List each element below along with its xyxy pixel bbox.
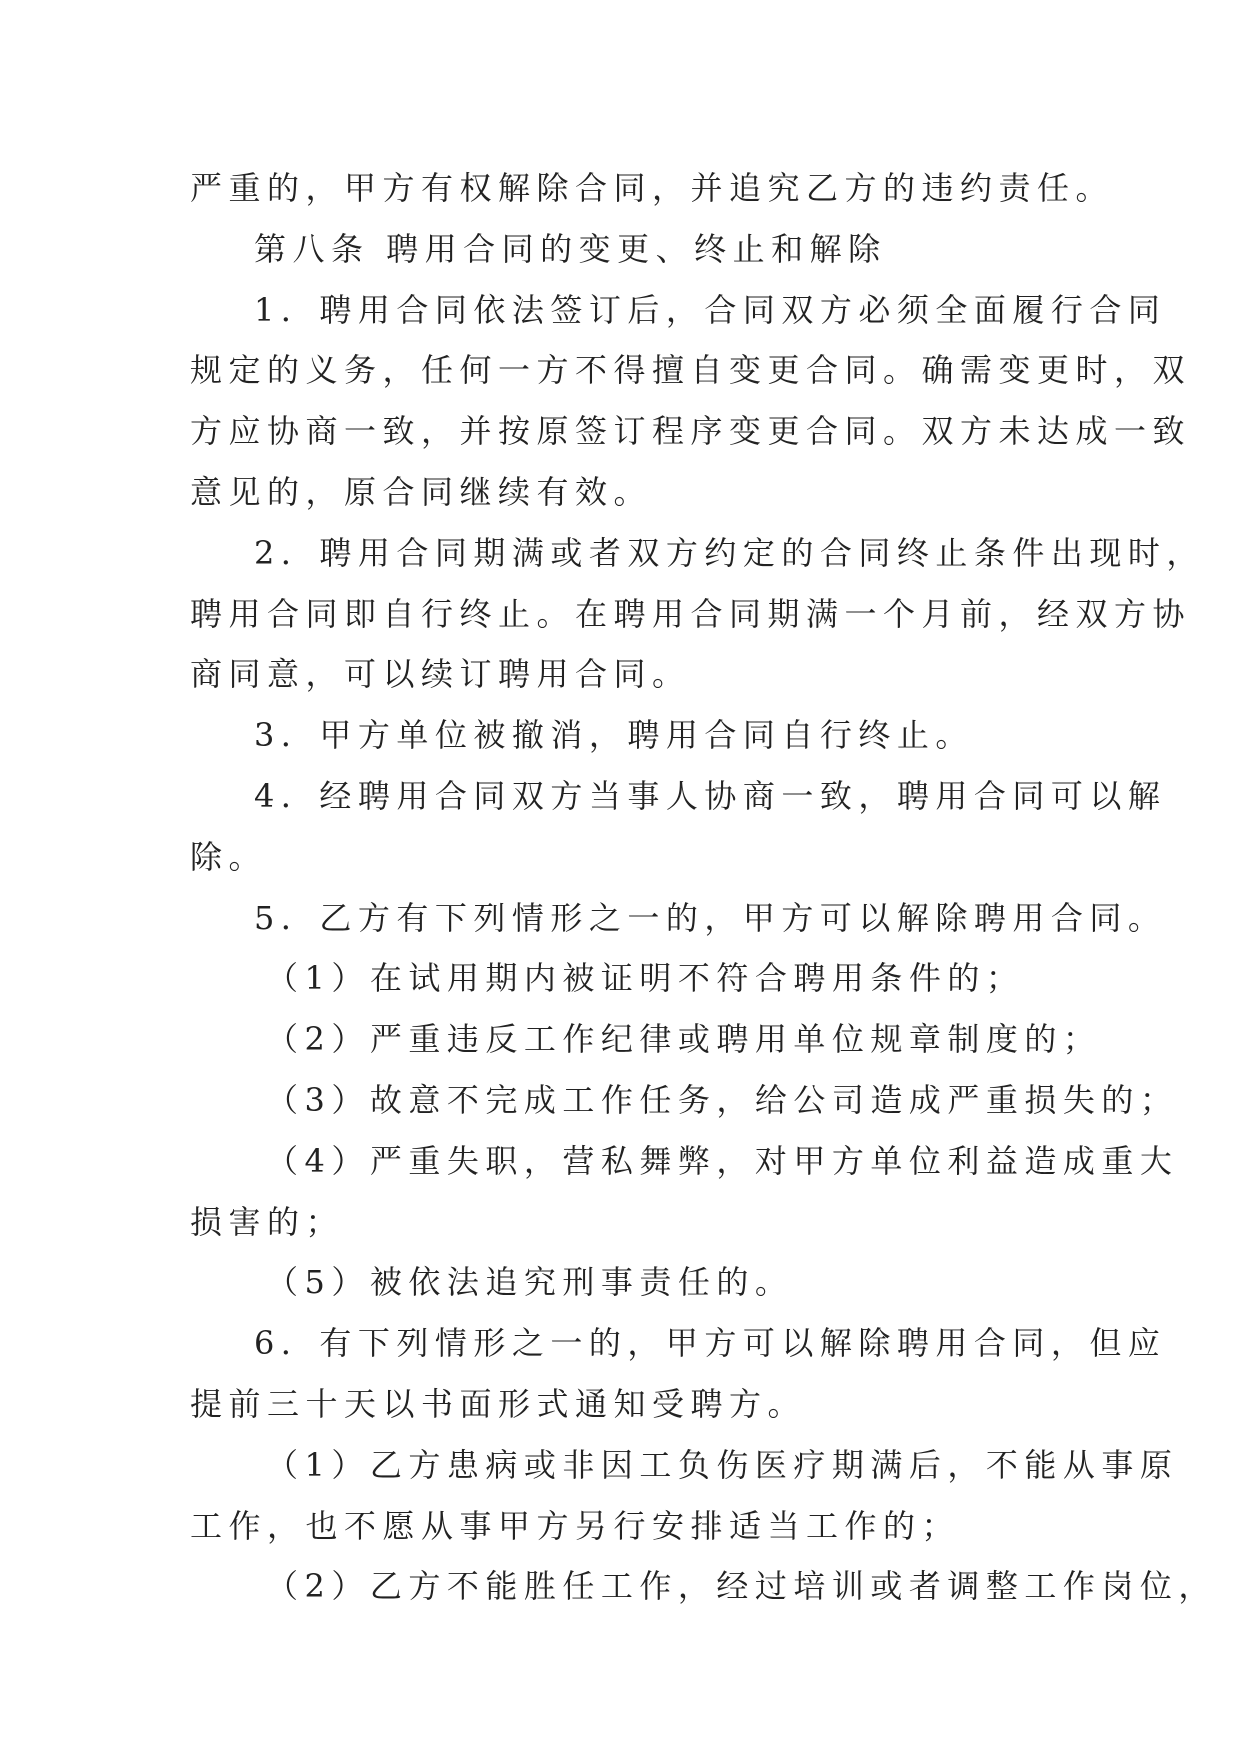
text-line: 规定的义务，任何一方不得擅自变更合同。确需变更时，双 [190,351,1192,390]
text-line: 2．聘用合同期满或者双方约定的合同终止条件出现时， [254,533,1205,572]
text-line: 损害的； [190,1202,345,1241]
text-line: 5．乙方有下列情形之一的，甲方可以解除聘用合同。 [254,898,1167,937]
text-line: 提前三十天以书面形式通知受聘方。 [190,1384,807,1423]
text-line: 严重的，甲方有权解除合同，并追究乙方的违约责任。 [190,169,1115,207]
text-line: 除。 [190,837,268,876]
text-line: 意见的，原合同继续有效。 [190,472,653,511]
document-body [190,158,1217,1617]
text-line: 4．经聘用合同双方当事人协商一致，聘用合同可以解 [254,776,1167,815]
text-line: 商同意，可以续订聘用合同。 [190,655,691,694]
text-line: （1）在试用期内被证明不符合聘用条件的； [266,959,1025,998]
text-line: 聘用合同即自行终止。在聘用合同期满一个月前，经双方协 [190,594,1192,633]
article-heading: 第八条 聘用合同的变更、终止和解除 [254,229,887,268]
text-line: 方应协商一致，并按原签订程序变更合同。双方未达成一致 [190,412,1192,451]
text-line: （4）严重失职，营私舞弊，对甲方单位利益造成重大 [266,1141,1179,1180]
text-line: 工作，也不愿从事甲方另行安排适当工作的； [190,1506,961,1545]
text-line: （3）故意不完成工作任务，给公司造成严重损失的； [266,1080,1179,1119]
text-line: （5）被依法追究刑事责任的。 [266,1263,794,1302]
text-line: （2）乙方不能胜任工作，经过培训或者调整工作岗位， [266,1567,1217,1606]
text-line: 1．聘用合同依法签订后，合同双方必须全面履行合同 [254,290,1167,329]
text-line: 6．有下列情形之一的，甲方可以解除聘用合同，但应 [254,1324,1167,1363]
text-line: （1）乙方患病或非因工负伤医疗期满后，不能从事原 [266,1445,1179,1484]
text-line: 3．甲方单位被撤消，聘用合同自行终止。 [254,716,974,755]
text-line: （2）严重违反工作纪律或聘用单位规章制度的； [266,1020,1102,1059]
